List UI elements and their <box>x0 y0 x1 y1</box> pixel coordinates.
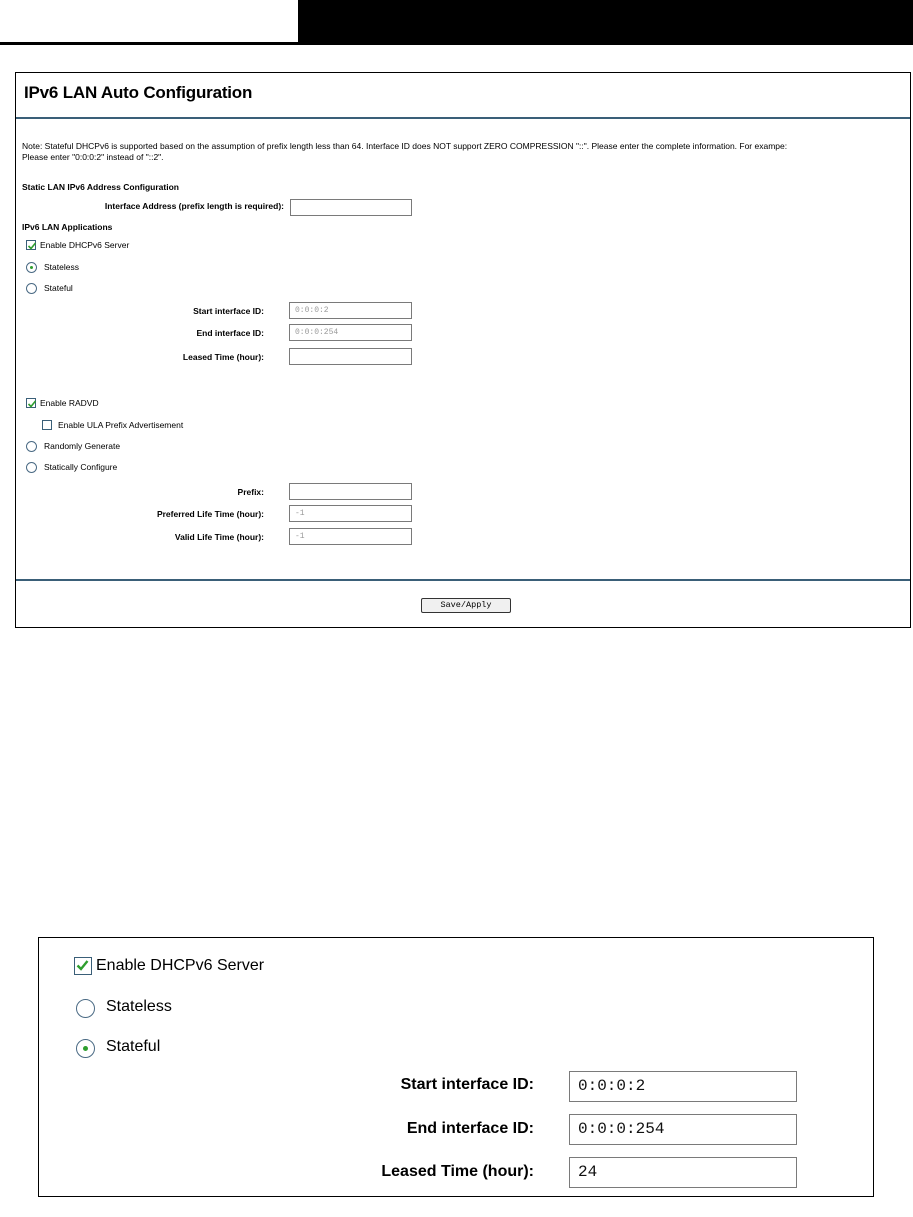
end-interface-id-input[interactable]: 0:0:0:254 <box>289 324 412 341</box>
start-interface-id-input[interactable]: 0:0:0:2 <box>289 302 412 319</box>
enable-radvd-label: Enable RADVD <box>40 398 99 408</box>
stateless-radio[interactable] <box>26 262 37 273</box>
randomly-generate-radio[interactable] <box>26 441 37 452</box>
document-header-rule <box>0 42 913 45</box>
title-divider <box>16 117 910 119</box>
end-interface-id-label: End interface ID: <box>196 328 264 338</box>
zoom-enable-dhcpv6-checkbox[interactable] <box>74 957 92 975</box>
radio-selected-dot <box>83 1046 88 1051</box>
stateless-label: Stateless <box>44 262 79 272</box>
checkmark-icon <box>27 399 37 409</box>
preferred-life-time-label: Preferred Life Time (hour): <box>156 509 264 519</box>
dhcpv6-detail-panel <box>38 937 874 1197</box>
statically-configure-label: Statically Configure <box>44 462 118 472</box>
zoom-end-interface-id-input[interactable]: 0:0:0:254 <box>569 1114 797 1145</box>
start-interface-id-label: Start interface ID: <box>193 306 264 316</box>
zoom-stateless-radio[interactable] <box>76 999 95 1018</box>
zoom-start-interface-id-label: Start interface ID: <box>400 1076 534 1093</box>
leased-time-input[interactable] <box>289 348 412 365</box>
save-apply-button[interactable]: Save/Apply <box>421 598 511 613</box>
stateful-radio[interactable] <box>26 283 37 294</box>
zoom-enable-dhcpv6-label: Enable DHCPv6 Server <box>96 957 265 974</box>
static-section-heading: Static LAN IPv6 Address Configuration <box>22 182 179 192</box>
zoom-stateful-radio[interactable] <box>76 1039 95 1058</box>
interface-address-label: Interface Address (prefix length is required): <box>104 201 284 211</box>
leased-time-label: Leased Time (hour): <box>182 352 264 362</box>
applications-heading: IPv6 LAN Applications <box>22 222 113 232</box>
valid-life-time-label: Valid Life Time (hour): <box>174 532 264 542</box>
note-text: Note: Stateful DHCPv6 is supported based on the assumption of prefix length less than 64. Interface ID does NOT support ZERO COMPRESSION "::". Please enter the complete information. For exampe: Please enter "0:0:0:2" instead of "::2". <box>22 141 788 162</box>
checkmark-icon <box>27 241 37 251</box>
checkmark-icon <box>75 958 90 973</box>
page-title: IPv6 LAN Auto Configuration <box>24 83 253 102</box>
enable-dhcpv6-label: Enable DHCPv6 Server <box>40 240 130 250</box>
footer-divider <box>16 579 910 581</box>
enable-dhcpv6-checkbox[interactable] <box>26 240 36 250</box>
zoom-stateful-label: Stateful <box>106 1038 161 1055</box>
zoom-end-interface-id-label: End interface ID: <box>406 1120 534 1137</box>
enable-ula-checkbox[interactable] <box>42 420 52 430</box>
radio-selected-dot <box>30 266 33 269</box>
zoom-leased-time-label: Leased Time (hour): <box>381 1163 534 1180</box>
prefix-input[interactable] <box>289 483 412 500</box>
statically-configure-radio[interactable] <box>26 462 37 473</box>
interface-address-input[interactable] <box>290 199 412 216</box>
enable-ula-label: Enable ULA Prefix Advertisement <box>58 420 184 430</box>
zoom-leased-time-input[interactable]: 24 <box>569 1157 797 1188</box>
preferred-life-time-input[interactable]: -1 <box>289 505 412 522</box>
randomly-generate-label: Randomly Generate <box>44 441 121 451</box>
zoom-stateless-label: Stateless <box>106 998 172 1015</box>
enable-radvd-checkbox[interactable] <box>26 398 36 408</box>
document-header-bar <box>298 0 913 42</box>
stateful-label: Stateful <box>44 283 73 293</box>
prefix-label: Prefix: <box>237 487 264 497</box>
valid-life-time-input[interactable]: -1 <box>289 528 412 545</box>
zoom-start-interface-id-input[interactable]: 0:0:0:2 <box>569 1071 797 1102</box>
ipv6-lan-config-panel <box>15 72 911 628</box>
